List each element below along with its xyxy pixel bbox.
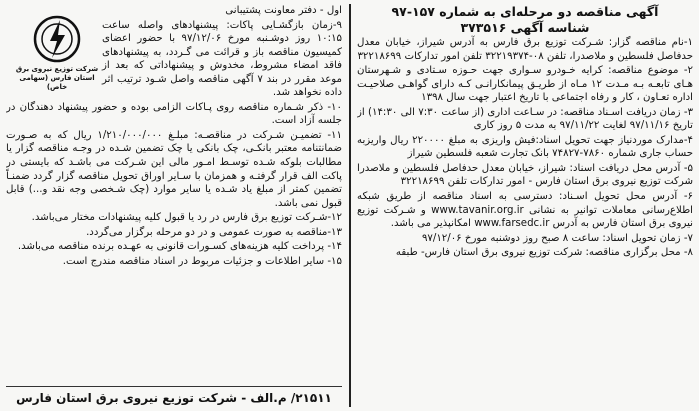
clause-7: ۷- زمان تحویل اسناد: ساعت ۸ صبح روز دوشنبه مورخ ۹۷/۱۲/۰۶ [421,232,693,244]
clause-5: ۵- آدرس محل دریافت اسناد: شیراز، خیابان معدل حدفاصل فلسطین و ملاصدرا شرکت توزیع نیروی برق استان فارس - امور تداركات تلفن ۳۲۲۱۸۶۹۹ [357,162,693,188]
clause-15: ۱۵- سایر اطلاعات و جزئیات مربوط در اسناد مناقصه مندرج است. [62,255,342,267]
company-logo-icon [30,14,84,64]
ad-title: آگهی مناقصه دو مرحله‌ای به شماره ۱۵۷-۹۷ [391,4,659,19]
clause-6: ۶- آدرس محل تحویل اسـناد: دسترسی به اسناد مناقصه از طریق شبکه اطلاع‌رسانی معاملات توانیر به نشانی www.tavanir.org.ir و شـرکت توزیع نیروی برق استان فارس به آدرس www.farsedc.ir امکانپذیر می باشد. [357,191,693,230]
ad-subtitle: شناسه آگهی ۳۷۳۵۱۶ [460,20,590,35]
left-column [6,4,342,385]
clause-11: ۱۱- تضمیـن شـرکت در مناقصـه: مبلـغ ۱/۲۱۰/۰۰۰/۰۰۰ ریال که به صـورت ضمانتنامه معتبر بانکـی، چک بانکی یا چک تضمین شـده در وجـه مناقصه گزار یا مطالبات بلوکه شـده توسـط امـور مالی این شـرکت می باشـد که بایستی در پاکت الف قرار گرفتـه و همزمان با سـایر اوراق تحویل مناقصه گزار گردد ضمنـاً تضمین کمتر از مبلغ یاد شـده یا سایر موارد (چک شـخصی وجه نقد و...) قابل قبول نمی باشد. [6,129,342,209]
clause-10: ۱۰- ذکر شـماره مناقصه روی پـاکات الزامی بوده و حضور پیشنهاد دهندگان در جلسه آزاد است. [6,101,342,127]
clause-3: ۳- زمان دریافت اسـناد مناقصه: در سـاعت اداری (از ساعت ۷:۳۰ الی ۱۴:۳۰) از تاریخ ۹۷/۱۱/۱۶ لغایت ۹۷/۱۱/۲۲ به مدت ۵ روز کاری [357,106,693,132]
right-column [357,4,693,381]
footer-signature: ۲۱۵۱۱/ م.الف - شرکت توزیع نیروی برق استان فارس [16,391,332,405]
clause-8-continued: اول - دفتر معاونت پشتیبانی [225,5,342,16]
clause-13: ۱۳-مناقصه به صورت عمومی و در دو مرحله برگزار می‌گردد. [86,226,342,238]
clause-12: ۱۲-شـرکت توزیع برق فارس در رد یا قبول کلیه پیشنهادات مختار می‌باشد. [31,212,342,224]
clause-2: ۲- موضوع مناقصه: کرایه خـودرو سـواری جهت حـوزه سـتادی و شـهرستان هـای تابعـه بـه مـدت ۱۲ مـاه از طریـق پیمانکارانـی کـه دارای گواهـی صلاحیـت اداره تعـاون ، کار و رفاه اجتماعی با تاریخ اعتبار جهت سال ۱۳۹۸ [357,65,693,104]
footer-rule [6,386,342,387]
column-divider [349,4,351,407]
clause-9: ۹-زمان بازگشـایی پاکات: پیشنهادهای واصله ساعت ۱۰:۱۵ روز دوشـنبه مورخ ۹۷/۱۲/۰۶ با حضور اعضای کمیسیون مناقصه باز و قرائت می گـردد، به پیشنهادهای فاقد امضاء مشروط، مخدوش و پیشنهاداتی که بعد از موعد مقرر در بند ۷ آگهی مناقصه واصل شـود ترتیب اثر داده نخواهد شد. [102,19,342,99]
clause-1: ۱-نام مناقصه گزار: شـرکت توزیع برق فارس به آدرس شیراز، خیابان معدل حدفاصل فلسطین و ملاصدرا، تلفن ۰۸-۳۲۲۱۹۳۷۴ تلفن امور تداركات ۳۲۲۱۸۶۹۹ [357,37,693,62]
logo-caption: شرکت توزیع نیروی برق استان فارس (سهامی خاص) [15,65,99,91]
clause-8: ۸- محل برگزاری مناقصه: شرکت توزیع نیروی برق استان فارس- طبقه [395,247,693,259]
company-logo [12,14,102,92]
clause-4: ۴-مدارک موردنیاز جهت تحویل اسناد:فیش واریزی به مبلغ ۲۲۰۰۰۰ ریال واریزبه حساب جاری شماره ۷۸۶۰-۷۴۸۲۷ بانک تجارت شعبه فلسطین شیراز [357,134,693,160]
clause-14: ۱۴- پرداخت کلیه هزینه‌های کسـورات قانونی به عهـده برنده مناقصه می‌باشد. [17,241,342,253]
